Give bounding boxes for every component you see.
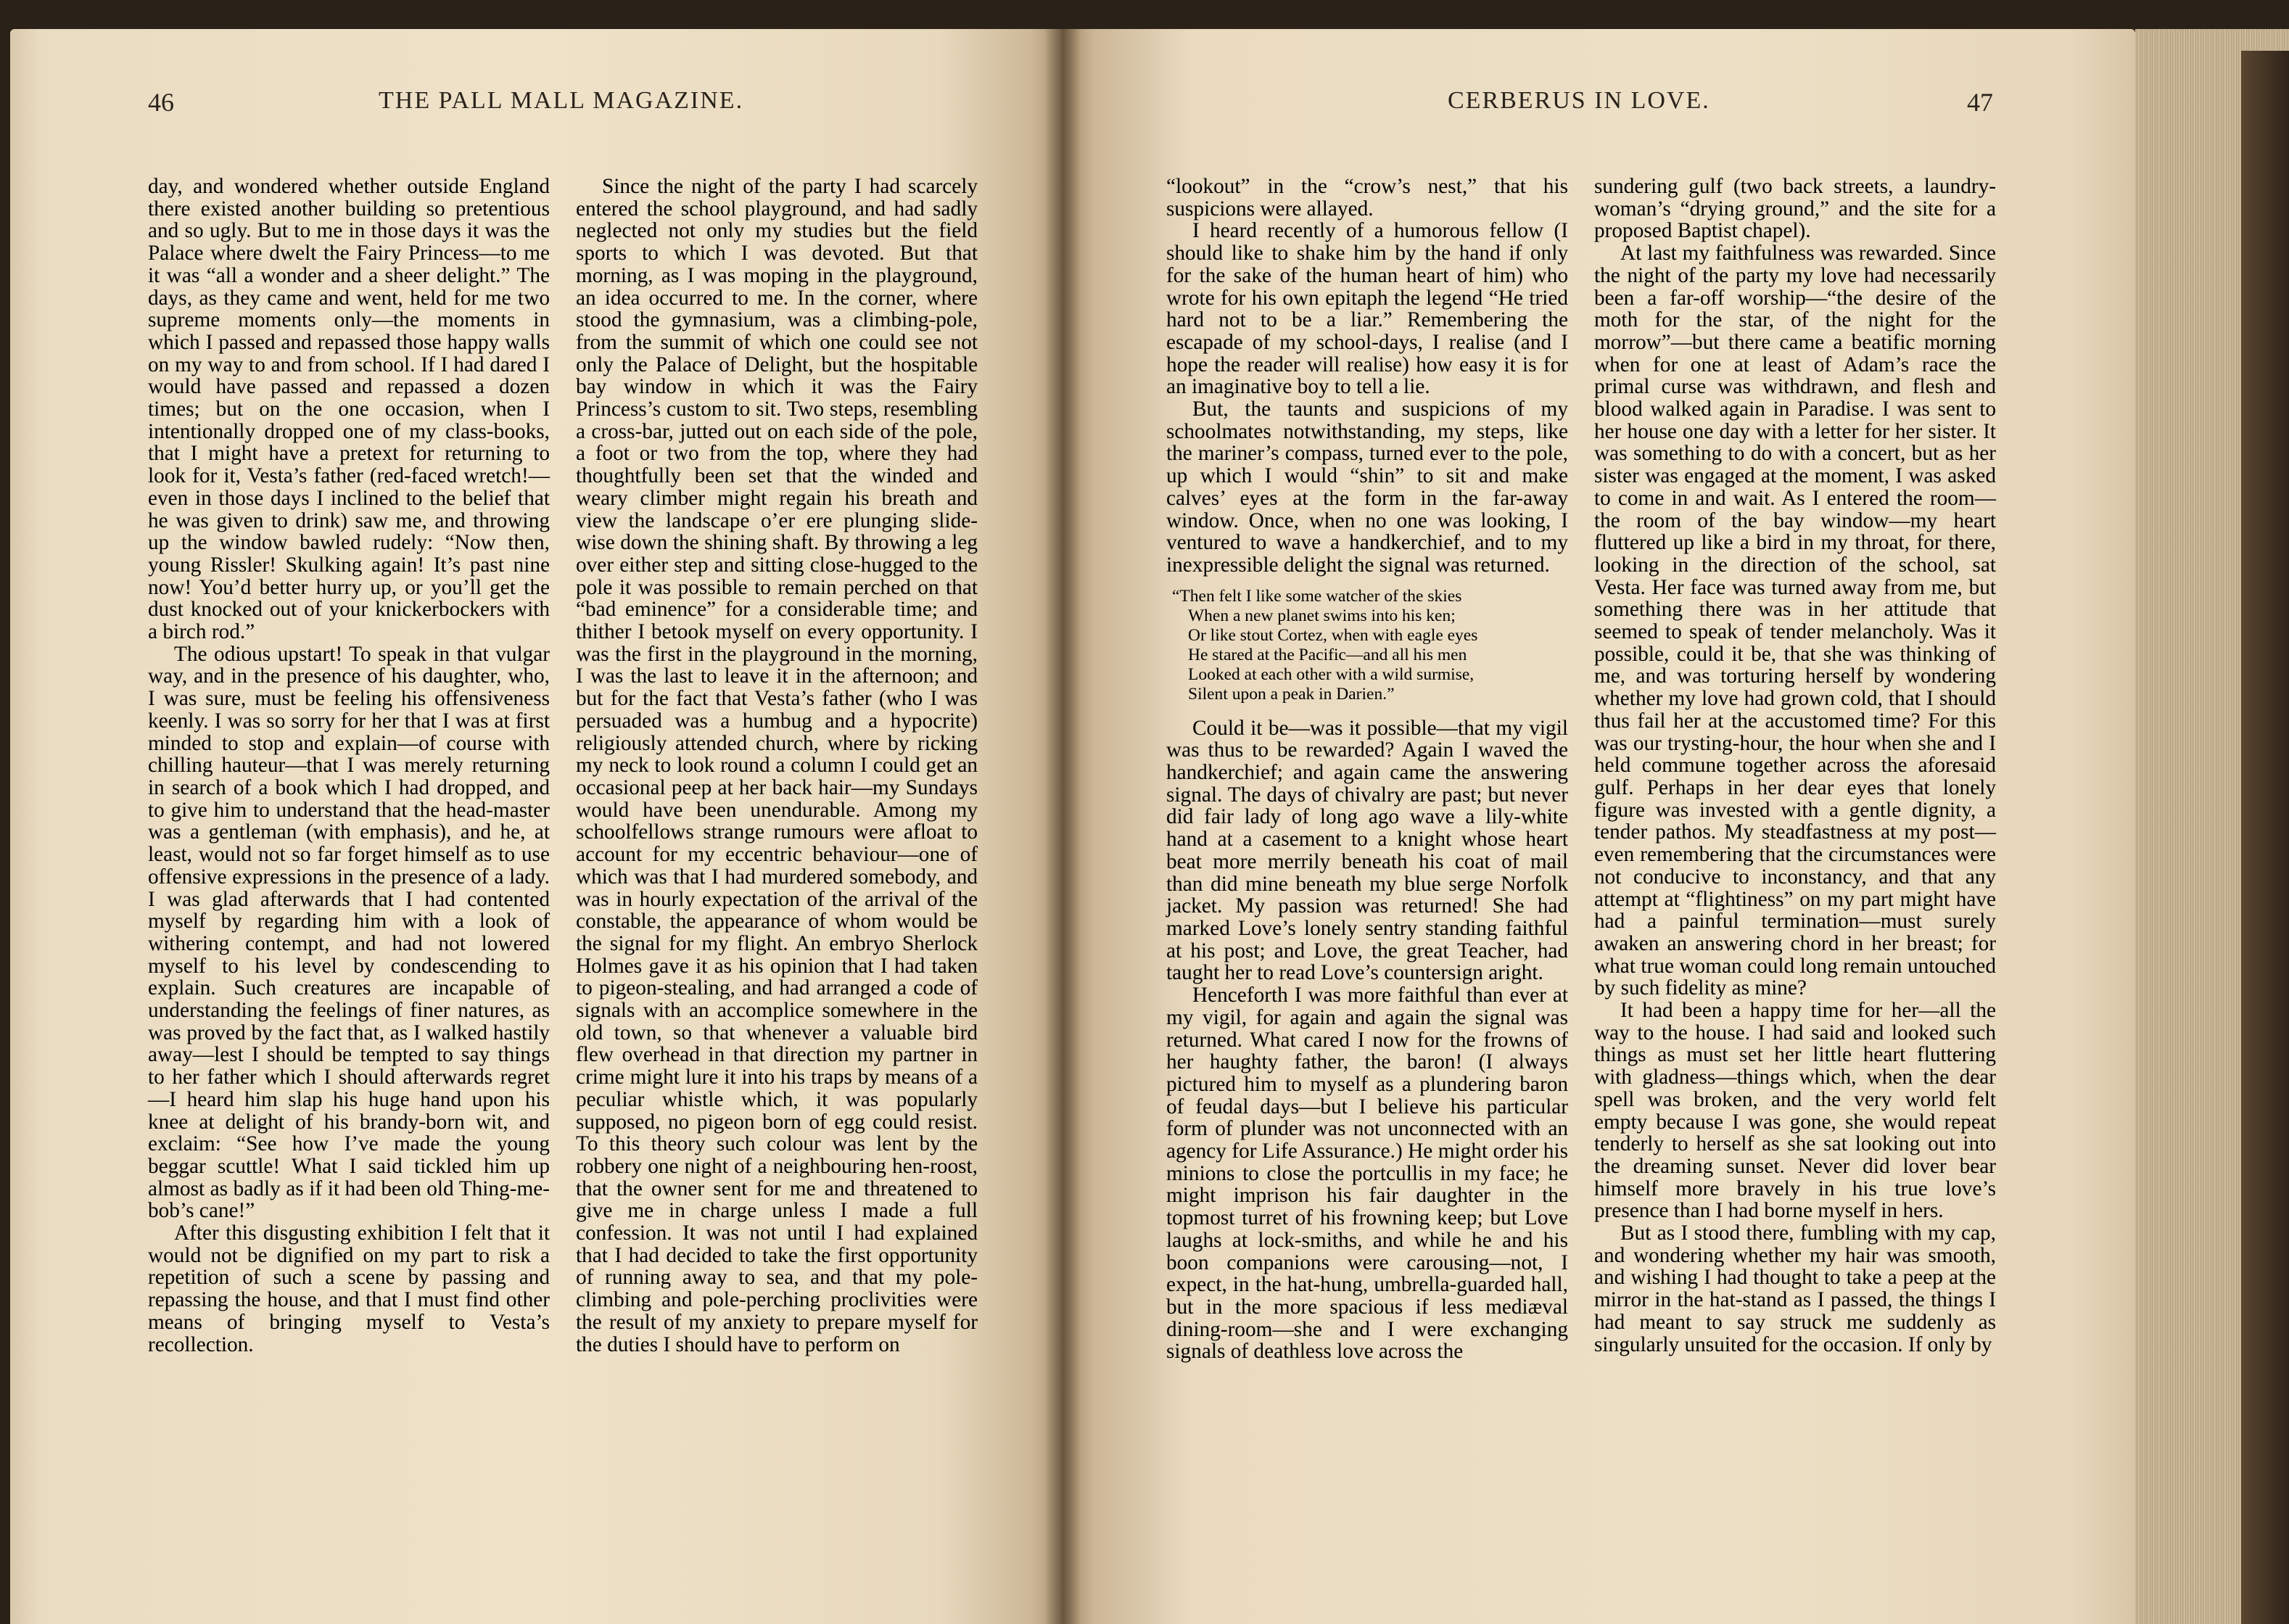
page-number-left: 46 bbox=[148, 88, 174, 117]
paragraph: After this disgusting exhibition I felt that it would not be dignified on my part to risk a repetition of such a scene by passing and repassing the house, and that I must find other means of bringing myself to Vesta’s recollection. bbox=[148, 1221, 550, 1356]
verse-line: Looked at each other with a wild surmise, bbox=[1188, 664, 1475, 684]
verse-quotation bbox=[1172, 587, 1568, 704]
book-gutter bbox=[1044, 29, 1081, 1624]
verse-line: When a new planet swims into his ken; bbox=[1188, 606, 1456, 625]
paragraph: But as I stood there, fumbling with my cap, and wondering whether my hair was smooth, and wishing I had thought to take a peep at the mirror in the hat-stand as I passed, the things I had meant to say struck me suddenly as singularly unsuited for the occasion. If only by bbox=[1594, 1221, 1996, 1356]
paragraph: But, the taunts and suspicions of my schoolmates notwithstanding, my steps, like the mariner’s compass, turned ever to the pole, up which I would “shin” to sit and make calves’ eyes at the form in the far-away window. Once, when no one was looking, I ventured to wave a handkerchief, and to my inexpressible delight the signal was returned. bbox=[1166, 397, 1568, 577]
verse-line: “Then felt I like some watcher of the skies bbox=[1172, 586, 1462, 606]
left-column-1 bbox=[148, 176, 550, 1356]
book-cover-edge bbox=[2241, 51, 2289, 1624]
left-column-2 bbox=[576, 176, 978, 1356]
paragraph: Since the night of the party I had scarcely entered the school playground, and had sadly neglected not only my studies but the field sports to which I was devoted. But that morning, as I was moping in the playground, an idea occurred to me. In the corner, where stood the gymnasium, was a climbing-pole, from the summit of which one could see not only the Palace of Delight, but the hospitable bay window in which it was the Fairy Princess’s custom to sit. Two steps, resembling a cross-bar, jutted out on each side of the pole, a foot or two from the top, where they had thoughtfully been set that the winded and weary climber might regain his breath and view the landscape o’er ere plunging slide-wise down the shining shaft. By throwing a leg over either step and sitting close-hugged to the pole it was possible to remain perched on that “bad eminence” for a considerable time; and thither I betook myself on every opportunity. I was the first in the playground in the morning, I was the last to leave it in the afternoon; and but for the fact that Vesta’s father (who I was persuaded was a humbug and a hypocrite) religiously attended church, where by ricking my neck to look round a column I could get an occasional peep at her back hair—my Sundays would have been unendurable. Among my schoolfellows strange rumours were afloat to account for my eccentric behaviour—one of which was that I had murdered somebody, and was in hourly expectation of the arrival of the constable, the appearance of whom would be the signal for my flight. An embryo Sherlock Holmes gave it as his opinion that I had taken to pigeon-stealing, and had arranged a code of signals with an accomplice somewhere in the old town, so that whenever a valuable bird flew overhead in that direction my partner in crime might lure it into his traps by means of a peculiar whistle which, it was popularly supposed, no pigeon born of egg could resist. To this theory such colour was lent by the robbery one night of a neighbouring hen-roost, that the owner sent for me and threatened to give me in charge unless I made a full confession. It was not until I had explained that I had decided to take the first opportunity of running away to sea, and that my pole-climbing and pole-perching proclivities were the result of my anxiety to prepare myself for the duties I should have to perform on bbox=[576, 175, 978, 1356]
paragraph: Henceforth I was more faithful than ever at my vigil, for again and again the signal was returned. What cared I now for the frowns of her haughty father, the baron! (I always pictured him to myself as a plundering baron of feudal days—but I believe his particular form of plunder was not unconnected with an agency for Life Assurance.) He might order his minions to close the portcullis in my face; he might imprison his fair daughter in the topmost turret of his frowning keep; but Love laughs at lock-smiths, and while he and his boon companions were carousing—not, I expect, in the hat-hung, umbrella-guarded hall, but in the more spacious if less mediæval dining-room—she and I were exchanging signals of deathless love across the bbox=[1166, 984, 1568, 1364]
verse-line: Or like stout Cortez, when with eagle eyes bbox=[1188, 625, 1478, 645]
paragraph: day, and wondered whether outside England there existed another building so pretentious and so ugly. But to me in those days it was the Palace where dwelt the Fairy Princess—to me it was “all a wonder and a sheer delight.” The days, as they came and went, held for me two supreme moments only—the moments in which I passed and repassed those happy walls on my way to and from school. If I had dared I would have passed and repassed a dozen times; but on the one occasion, when I intentionally dropped one of my class-books, that I might have a pretext for returning to look for it, Vesta’s father (red-faced wretch!—even in those days I inclined to the belief that he was given to drink) saw me, and throwing up the window bawled rudely: “Now then, young Rissler! Skulking again! It’s past nine now! You’d better hurry up, or you’ll get the dust knocked out of your knickerbockers with a birch rod.” bbox=[148, 175, 550, 644]
paragraph: Could it be—was it possible—that my vigil was thus to be rewarded? Again I waved the handkerchief; and again came the answering signal. The days of chivalry are past; but never did fair lady of long ago wave a lily-white hand at a casement to a knight whose heart beat more merrily beneath his coat of mail than did mine beneath my blue serge Norfolk jacket. My passion was returned! She had marked Love’s lonely sentry standing faithful at his post; and Love, the great Teacher, had taught her to read Love’s countersign aright. bbox=[1166, 716, 1568, 985]
running-head-left: THE PALL MALL MAGAZINE. bbox=[379, 87, 744, 114]
verse-line: He stared at the Pacific—and all his men bbox=[1188, 645, 1467, 664]
paragraph: The odious upstart! To speak in that vulgar way, and in the presence of his daughter, who, I was sure, must be feeling his offensiveness keenly. I was so sorry for her that I was at first minded to stop and explain—of course with chilling hauteur—that I was merely returning in search of a book which I had dropped, and to give him to understand that the head-master was a gentleman (with emphasis), and he, at least, would not so far forget himself as to use offensive expressions in the presence of a lady. I was glad afterwards that I had contented myself by regarding him with a look of withering contempt, and had not lowered myself to his level by condescending to explain. Such creatures are incapable of understanding the feelings of finer natures, as was proved by the fact that, as I walked hastily away—lest I should be tempted to say things to her father which I should afterwards regret—I heard him slap his huge hand upon his knee at delight of his brandy-born wit, and exclaim: “See how I’ve made the young beggar scuttle! What I said tickled him up almost as badly as if it had been old Thing-me-bob’s cane!” bbox=[148, 642, 550, 1223]
paragraph: It had been a happy time for her—all the way to the house. I had said and looked such things as must set her little heart fluttering with gladness—things which, when the dear spell was broken, and the very world felt empty because I was gone, she would repeat tenderly to herself as she sat looking out into the dreaming sunset. Never did lover bear himself more bravely in his true love’s presence than I had borne myself in hers. bbox=[1594, 999, 1996, 1223]
paragraph: At last my faithfulness was rewarded. Since the night of the party my love had necessarily been a far-off worship—“the desire of the moth for the star, of the night for the morrow”—but there came a beatific morning when for one at least of Adam’s race the primal curse was withdrawn, and flesh and blood walked again in Paradise. I was sent to her house one day with a letter for her sister. It was something to do with a concert, but as her sister was engaged at the moment, I was asked to come in and wait. As I entered the room—the room of the bay window—my heart fluttered up like a bird in my throat, for there, looking in the direction of the school, sat Vesta. Her face was turned away from me, but something there was in her attitude that seemed to speak of tender melancholy. Was it possible, could it be, that she was thinking of me, and was torturing herself by wondering whether my love had grown cold, that I should thus fail her at the accustomed time? For this was our trysting-hour, the hour when she and I held commune together across the aforesaid gulf. Perhaps in her dear eyes that lonely figure was invested with a gentle dignity, a tender pathos. My steadfastness at my post—even remembering that the circumstances were not conducive to inconstancy, and that any attempt at “flightiness” on my part might have had a painful termination—must surely awaken an answering chord in her breast; for what true woman could long remain untouched by such fidelity as mine? bbox=[1594, 242, 1996, 1000]
right-column-2 bbox=[1594, 176, 1996, 1356]
paragraph: I heard recently of a humorous fellow (I should like to shake him by the hand if only for the sake of the human heart of him) who wrote for his own epitaph the legend “He tried hard not to be a liar.” Remembering the escapade of my school-days, I realise (and I hope the reader will realise) how easy it is for an imaginative boy to tell a lie. bbox=[1166, 219, 1568, 399]
paragraph: “lookout” in the “crow’s nest,” that his suspicions were allayed. bbox=[1166, 175, 1568, 220]
paragraph: sundering gulf (two back streets, a laundry-woman’s “drying ground,” and the site for a proposed Baptist chapel). bbox=[1594, 175, 1996, 243]
verse-line: Silent upon a peak in Darien.” bbox=[1188, 684, 1395, 704]
right-column-1 bbox=[1166, 176, 1568, 1363]
page-number-right: 47 bbox=[1967, 88, 1993, 117]
running-head-right: CERBERUS IN LOVE. bbox=[1448, 87, 1710, 114]
